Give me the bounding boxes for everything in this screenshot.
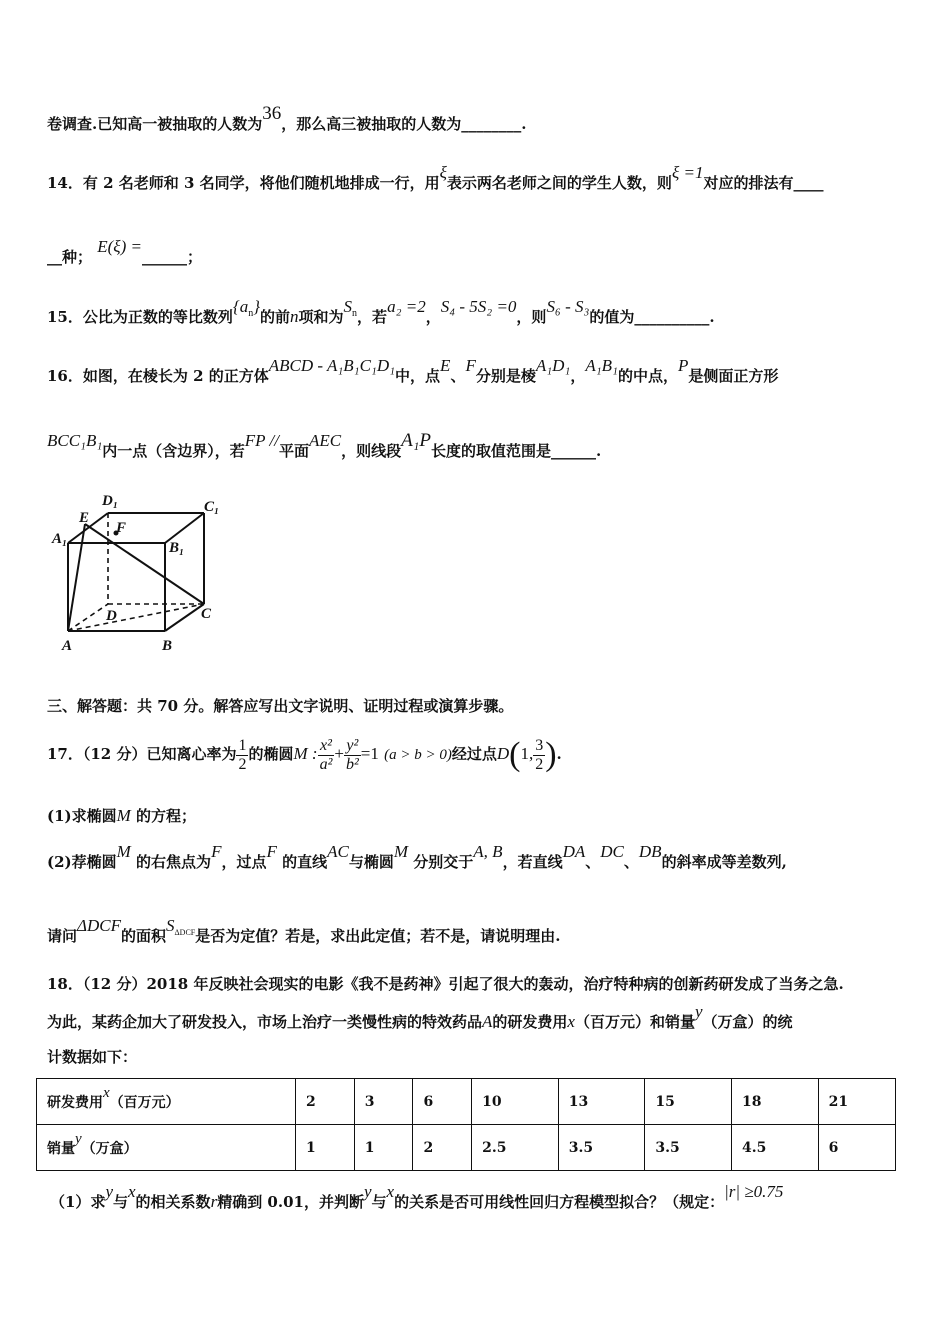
q17-p2-AC: AC	[327, 842, 349, 861]
q17-p2-sep2: 、	[623, 853, 639, 871]
table-cell: 13	[558, 1079, 645, 1125]
q18-p1-r: r	[210, 1192, 218, 1211]
q17-eccentricity: $\frac{1}{2}$	[238, 736, 247, 773]
q14-text-d: __种；	[47, 248, 93, 266]
q18-line3: 计数据如下：	[47, 1048, 138, 1066]
q16-line1	[47, 356, 779, 386]
q17-p2-DA: DA	[562, 842, 586, 861]
q17-p2-AB: A, B	[473, 842, 503, 861]
q16-E: E	[440, 356, 451, 375]
label-B: B	[162, 638, 173, 654]
table-cell: 6	[818, 1125, 895, 1171]
table-cell: 10	[472, 1079, 559, 1125]
q17-line1: 17．（12 分）已知离心率为 $\frac{1}{2}$ 的椭圆M : $\frac{\text{x²}}{\text{a²}}$ + $\frac{\text{y²}}{\text{b²}}$ =1 (a > b > 0)经过点D(1, $\frac{3}{2}$ ).	[47, 736, 562, 773]
q18-p1-text-f: 的关系是否可用线性回归方程模型拟合？（规定：	[394, 1193, 725, 1211]
q18-x: x	[567, 1012, 575, 1031]
q13-text-a: 卷调查.已知高一被抽取的人数为	[47, 115, 263, 133]
q14-condition: ξ =1	[671, 163, 704, 182]
q15-text-b: 的前	[260, 308, 291, 326]
q17-p2-text-b: 的右焦点为	[136, 853, 212, 871]
q18-text-d: （万盒）的统	[702, 1013, 793, 1031]
q15-sep: ，	[425, 308, 441, 326]
q15-expression: S₆ - S₃	[546, 297, 590, 316]
q17-plus: +	[334, 744, 344, 763]
q16-edge1: A₁D₁	[535, 356, 571, 375]
q16-text-c: 分别是棱	[475, 367, 536, 385]
label-C1: C₁	[204, 499, 220, 515]
q17-p2-text-d: 的直线	[282, 853, 328, 871]
table-cell: 2	[413, 1125, 472, 1171]
q18-p1-text-d: 精确到 0.01，并判断	[217, 1193, 364, 1211]
label-B1: B₁	[169, 540, 185, 556]
label-F: F	[116, 520, 127, 536]
label-C: C	[201, 606, 212, 622]
q17-point: D	[496, 744, 510, 763]
q17-frac-x: $\frac{\text{x²}}{\text{a²}}$	[319, 736, 333, 773]
q18-p1-text-e: 与	[371, 1193, 387, 1211]
q17-p3-area: $S_{\Delta DCF}$	[166, 916, 196, 937]
q13-text-b: ，那么高三被抽取的人数为________.	[281, 115, 527, 133]
cube-figure	[44, 488, 234, 656]
q14-text-f: ______；	[141, 248, 202, 266]
section-3-heading: 三、解答题：共 70 分。解答应写出文字说明、证明过程或演算步骤。	[47, 697, 514, 715]
q18-y: y	[694, 1002, 703, 1021]
q16-plane: AEC	[308, 431, 342, 450]
q14-line2	[47, 237, 202, 267]
q13-value: 36	[262, 103, 282, 124]
table-cell: 18	[732, 1079, 819, 1125]
q18-text-b: 的研发费用	[492, 1013, 568, 1031]
q17-p2-text-g: ，若直线	[502, 853, 563, 871]
q17-p2-F2: F	[266, 842, 277, 861]
q17-text-a: 17．（12 分）已知离心率为	[47, 745, 237, 763]
q17-part1	[47, 806, 196, 826]
q16-text-i: 长度的取值范围是______.	[430, 442, 602, 460]
q16-sep1: 、	[450, 367, 466, 385]
q14-expectation: E(ξ) =	[97, 237, 142, 256]
q18-p1-text-c: 的相关系数	[135, 1193, 211, 1211]
table-cell: 2.5	[472, 1125, 559, 1171]
q15-cond1: a₂ =2	[387, 297, 426, 316]
data-table	[36, 1078, 896, 1171]
q18-p1-y2: y	[363, 1182, 372, 1201]
label-E: E	[79, 510, 90, 526]
q17-part2-cont	[47, 916, 561, 953]
label-A1: A₁	[52, 531, 68, 547]
q16-text-h: ，则线段	[341, 442, 402, 460]
q17-p2-text-e: 与椭圆	[348, 853, 394, 871]
q14-text-a: 14．有 2 名老师和 3 名同学，将他们随机地排成一行，用	[47, 174, 440, 192]
q17-p1-M: M	[116, 806, 131, 825]
q17-p3-text-a: 请问	[47, 927, 78, 945]
q16-P: P	[677, 356, 689, 375]
table-row	[37, 1125, 896, 1171]
q13-tail	[47, 103, 527, 134]
table-cell: 3.5	[645, 1125, 732, 1171]
q17-p1-text-a: (1)求椭圆	[47, 807, 117, 825]
q15-text-a: 15．公比为正数的等比数列	[47, 308, 233, 326]
q17-eq-lhs: M :	[293, 744, 318, 763]
q17-p2-text-a: (2)荐椭圆	[47, 853, 117, 871]
q16-cube: ABCD - A₁B₁C₁D₁	[268, 356, 396, 375]
q16-text-d: 的中点，	[617, 367, 678, 385]
q17-frac-y: $\frac{\text{y²}}{\text{b²}}$	[345, 736, 359, 773]
q17-period: .	[556, 745, 562, 763]
label-D: D	[106, 608, 117, 624]
q17-point-x: 1,	[520, 744, 534, 763]
q17-text-c: 经过点	[451, 745, 497, 763]
table-cell: 1	[296, 1125, 355, 1171]
table-row-label-sales: 销量y（万盒）	[37, 1125, 296, 1171]
q17-p3-text-b: 的面积	[121, 927, 167, 945]
q17-part2	[47, 842, 787, 872]
q16-text-e: 是侧面正方形	[688, 367, 779, 385]
table-cell: 4.5	[732, 1125, 819, 1171]
q15-sequence: $\{a_n\}$	[232, 297, 261, 319]
q18-p1-condition: |r| ≥0.75	[724, 1182, 784, 1201]
q18-text-c: （百万元）和销量	[574, 1013, 695, 1031]
q17-p2-sep1: 、	[585, 853, 601, 871]
q18-p1-y: y	[105, 1182, 113, 1201]
label-D1: D₁	[102, 493, 119, 509]
q18-A: A	[482, 1012, 493, 1031]
table-row	[37, 1079, 896, 1125]
q17-p3-triangle: ΔDCF	[77, 916, 121, 935]
q17-p2-M: M	[116, 842, 131, 861]
q16-face: BCC₁B₁	[47, 431, 103, 450]
q17-p2-DB: DB	[638, 842, 662, 861]
q14-text-b: 表示两名老师之间的学生人数，则	[446, 174, 672, 192]
q15-text-f: 的值为__________.	[589, 308, 715, 326]
q18-p1-x: x	[128, 1182, 136, 1201]
q17-point-y: $\frac{3}{2}$	[535, 736, 544, 773]
table-cell: 6	[413, 1079, 472, 1125]
q17-p2-DC: DC	[600, 842, 624, 861]
q15-text-d: ，若	[357, 308, 388, 326]
q18-p1-x2: x	[386, 1182, 395, 1201]
q15-text-e: ，则	[516, 308, 547, 326]
q14-text-c: 对应的排法有____	[703, 174, 824, 192]
table-cell: 3	[354, 1079, 413, 1125]
q15-text-c: 项和为	[298, 308, 344, 326]
q16-F: F	[465, 356, 476, 375]
q17-p1-text-b: 的方程；	[136, 807, 197, 825]
q16-text-a: 16．如图，在棱长为 2 的正方体	[47, 367, 269, 385]
q17-eq-rhs: =1	[360, 744, 379, 763]
q17-p2-text-f: 分别交于	[413, 853, 474, 871]
q17-p2-text-h: 的斜率成等差数列,	[661, 853, 787, 871]
q17-p2-text-c: ，过点	[221, 853, 267, 871]
q14-xi: ξ	[439, 163, 447, 182]
q14-line1	[47, 163, 824, 193]
q17-condition: (a > b > 0)	[384, 747, 452, 763]
q18-line2	[47, 1002, 793, 1032]
q15-cond2: S₄ - 5S₂ =0	[440, 297, 517, 316]
q16-line2	[47, 430, 602, 461]
label-A: A	[62, 638, 73, 654]
q18-p1-text-b: 与	[112, 1193, 128, 1211]
q18-line1: 18．（12 分）2018 年反映社会现实的电影《我不是药神》引起了很大的轰动，治疗特种病的创新药研发成了当务之急.	[47, 975, 844, 993]
table-cell: 3.5	[558, 1125, 645, 1171]
q15-line	[47, 297, 715, 334]
q18-part1	[50, 1182, 784, 1212]
q15-sum: $S_n$	[343, 297, 358, 319]
table-cell: 2	[296, 1079, 355, 1125]
q16-segment: A₁P	[401, 430, 431, 451]
q17-p3-text-c: 是否为定值？若是，求出此定值；若不是，请说明理由.	[195, 927, 561, 945]
table-cell: 21	[818, 1079, 895, 1125]
q16-text-b: 中，点	[395, 367, 441, 385]
q16-text-g: 平面	[278, 442, 309, 460]
q17-p2-M2: M	[393, 842, 409, 861]
q17-p2-F: F	[211, 842, 222, 861]
table-cell: 15	[645, 1079, 732, 1125]
q18-p1-text-a: （1）求	[50, 1193, 106, 1211]
q18-text-a: 为此，某药企加大了研发投入，市场上治疗一类慢性病的特效药品	[47, 1013, 483, 1031]
table-row-label-cost: 研发费用x（百万元）	[37, 1079, 296, 1125]
table-cell: 1	[354, 1125, 413, 1171]
q16-edge2: A₁B₁	[585, 356, 618, 375]
q16-sep2: ，	[570, 367, 586, 385]
q17-text-b: 的椭圆	[248, 745, 294, 763]
q15-n: n	[290, 307, 299, 326]
q16-text-f: 内一点（含边界），若	[102, 442, 245, 460]
q16-parallel: FP //	[244, 431, 279, 450]
